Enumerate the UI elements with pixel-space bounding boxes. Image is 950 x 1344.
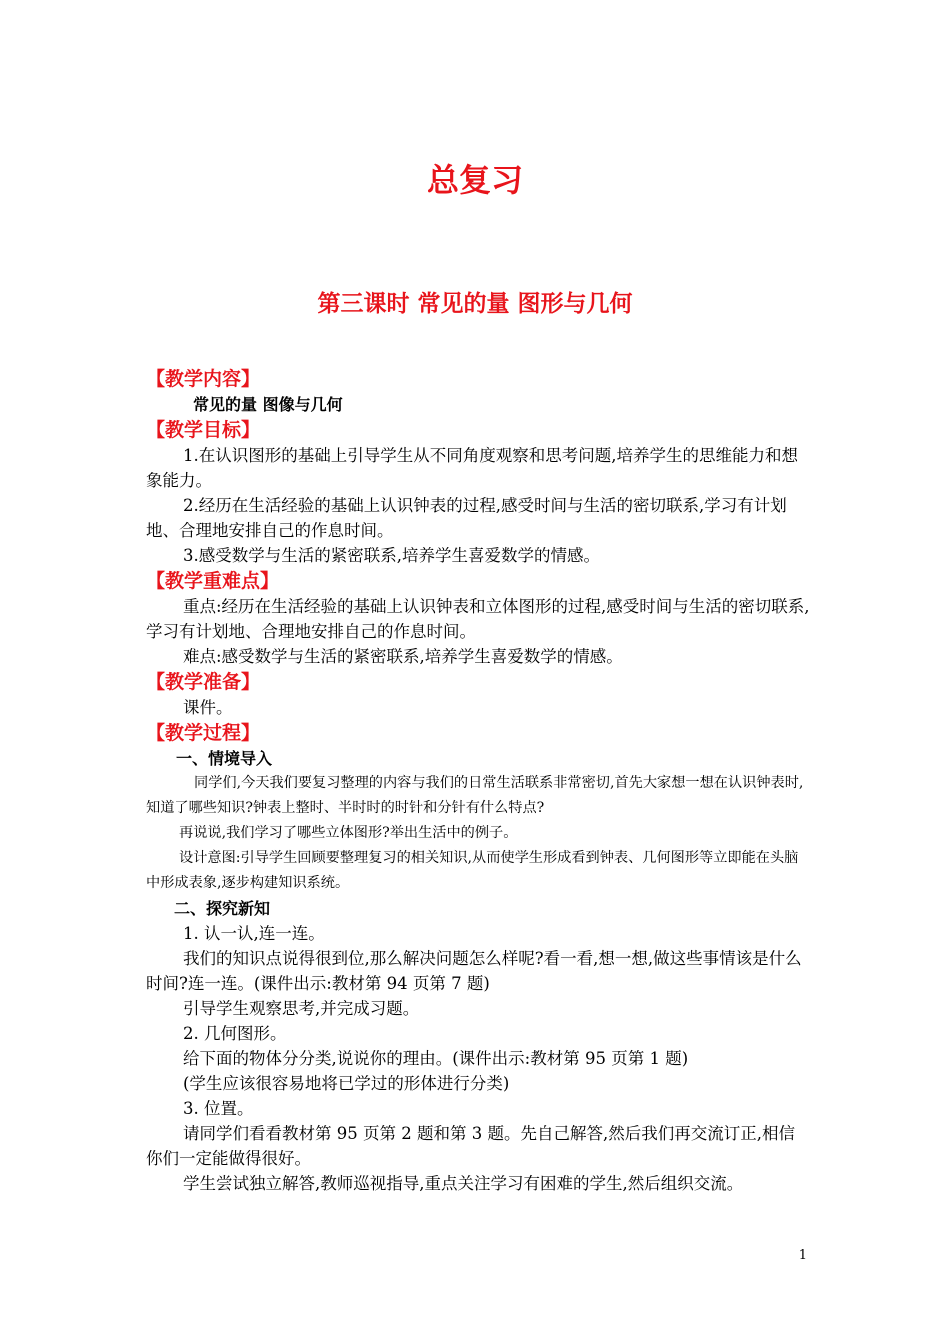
preparation-text: 课件。 [183,698,233,717]
section-heading-objectives: 【教学目标】 [146,419,261,441]
section-heading-preparation: 【教学准备】 [146,671,261,693]
key-point-text: 重点:经历在生活经验的基础上认识钟表和立体图形的过程,感受时间与生活的密切联系,学习有计划地、合理地安排自己的作息时间。 [146,597,810,641]
item-2-title: 2. 几何图形。 [183,1024,287,1043]
difficult-point-text: 难点:感受数学与生活的紧密联系,培养学生喜爱数学的情感。 [183,647,623,666]
item-1-paragraph-2: 引导学生观察思考,并完成习题。 [183,999,420,1018]
section-heading-key-points: 【教学重难点】 [146,570,280,592]
section-heading-content: 【教学内容】 [146,368,261,390]
part1-paragraph-2: 再说说,我们学习了哪些立体图形?举出生活中的例子。 [179,825,518,841]
lesson-subtitle: 第三课时 常见的量 图形与几何 [317,291,633,317]
part1-design-intent: 设计意图:引导学生回顾要整理复习的相关知识,从而使学生形成看到钟表、几何图形等立即能在头脑中形成表象,逐步构建知识系统。 [146,850,799,891]
part1-heading: 一、情境导入 [176,749,273,768]
section-heading-process: 【教学过程】 [146,722,261,744]
item-3-title: 3. 位置。 [183,1099,254,1118]
item-2-paragraph-1: 给下面的物体分分类,说说你的理由。(课件出示:教材第 95 页第 1 题) [183,1049,689,1068]
part2-heading: 二、探究新知 [174,899,271,918]
part1-paragraph-1: 同学们,今天我们要复习整理的内容与我们的日常生活联系非常密切,首先大家想一想在认识钟表时,知道了哪些知识?钟表上整时、半时时的时针和分针有什么特点? [146,775,804,816]
page-number: 1 [798,1248,807,1263]
item-2-paragraph-2: (学生应该很容易地将已学过的形体进行分类) [183,1074,510,1093]
item-1-paragraph-1: 我们的知识点说得很到位,那么解决问题怎么样呢?看一看,想一想,做这些事情该是什么时间?连一连。(课件出示:教材第 94 页第 7 题) [146,949,802,993]
content-text: 常见的量 图像与几何 [193,395,343,414]
objective-3: 3.感受数学与生活的紧密联系,培养学生喜爱数学的情感。 [183,546,600,565]
objective-1: 1.在认识图形的基础上引导学生从不同角度观察和思考问题,培养学生的思维能力和想象能力。 [146,446,798,490]
objective-2: 2.经历在生活经验的基础上认识钟表的过程,感受时间与生活的密切联系,学习有计划地、合理地安排自己的作息时间。 [146,496,787,540]
item-1-title: 1. 认一认,连一连。 [183,924,325,943]
item-3-paragraph-1: 请同学们看看教材第 95 页第 2 题和第 3 题。先自己解答,然后我们再交流订正,相信你们一定能做得很好。 [146,1124,795,1168]
item-3-paragraph-2: 学生尝试独立解答,教师巡视指导,重点关注学习有困难的学生,然后组织交流。 [183,1174,744,1193]
document-title: 总复习 [426,161,523,199]
document-body [146,366,810,1196]
